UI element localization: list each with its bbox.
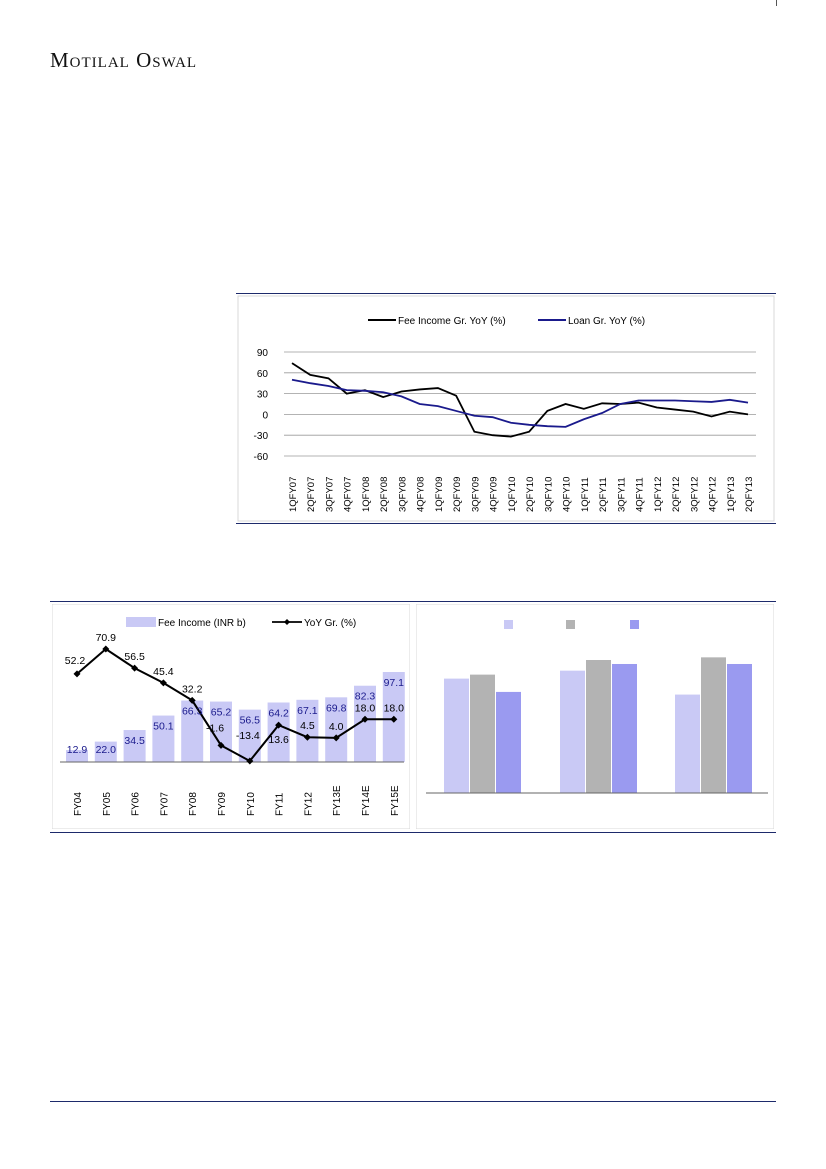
chart1-x-tick-label: 4QFY08 xyxy=(415,476,427,512)
chart1-y-tick-label: -30 xyxy=(253,431,268,443)
chart2-legend-label: Fee Income (INR b) xyxy=(158,618,246,629)
charts-row-bottom-rule xyxy=(50,832,776,833)
chart2-legend-label: YoY Gr. (%) xyxy=(304,618,357,629)
grouped-bar-chart xyxy=(416,604,774,829)
charts-row-top-rule xyxy=(50,601,776,602)
chart2-bar-value-label: 69.8 xyxy=(325,702,347,715)
chart2-growth-value-label: -1.6 xyxy=(205,722,225,735)
chart2-bar-value-label: 34.5 xyxy=(124,735,145,748)
chart2-x-tick-label: FY15E xyxy=(389,785,401,816)
chart1-x-tick-label: 2QFY10 xyxy=(525,476,537,512)
chart2-growth-value-label: 18.0 xyxy=(383,702,405,715)
chart2-x-tick-label: FY04 xyxy=(73,792,84,816)
chart2-x-tick-label: FY13E xyxy=(332,785,344,816)
chart2-x-tick-label: FY09 xyxy=(217,792,228,816)
chart2-x-tick-label: FY14E xyxy=(361,785,372,816)
chart2-growth-value-label: -13.4 xyxy=(235,730,260,742)
chart2-bar-value-label: 82.3 xyxy=(354,690,376,703)
chart2-x-tick-label: FY12 xyxy=(303,792,315,816)
chart3-legend-swatch xyxy=(504,620,513,629)
chart3-bar xyxy=(701,657,726,793)
chart1-legend-label: Loan Gr. YoY (%) xyxy=(568,316,646,327)
chart3-bar xyxy=(470,675,495,793)
chart1-y-tick-label: 0 xyxy=(262,410,268,422)
chart1-x-tick-label: 3QFY08 xyxy=(397,476,409,512)
chart1-y-tick-label: 90 xyxy=(256,348,268,359)
chart3-bar xyxy=(612,664,637,793)
chart1-x-tick-label: 1QFY13 xyxy=(725,476,737,512)
chart2-bar-value-label: 66.3 xyxy=(181,705,203,718)
chart2-bar-value-label: 50.1 xyxy=(153,720,174,733)
chart3-bar xyxy=(586,660,611,793)
chart1-legend-label: Fee Income Gr. YoY (%) xyxy=(398,316,506,327)
chart1-x-tick-label: 2QFY09 xyxy=(452,476,464,512)
chart3-bar xyxy=(444,679,469,793)
chart2-x-tick-label: FY05 xyxy=(101,792,113,816)
chart1-x-tick-label: 4QFY09 xyxy=(488,476,500,512)
chart2-bar-value-label: 64.2 xyxy=(268,707,289,720)
chart3-bar xyxy=(675,695,700,793)
brand-logo: Motilal Oswal xyxy=(50,48,198,72)
page-bottom-rule xyxy=(50,1101,776,1102)
chart1-x-tick-label: 2QFY13 xyxy=(744,476,755,512)
chart2-growth-value-label: 13.6 xyxy=(268,734,289,747)
chart1-x-tick-label: 2QFY08 xyxy=(379,476,391,512)
chart2-growth-value-label: 4.5 xyxy=(300,720,315,733)
chart2-bar-value-label: 12.9 xyxy=(66,744,88,756)
chart2-x-tick-label: FY07 xyxy=(159,792,171,816)
chart3-bar xyxy=(560,671,585,793)
chart2-growth-value-label: 32.2 xyxy=(181,683,203,696)
chart1-x-tick-label: 3QFY10 xyxy=(543,476,555,512)
chart2-growth-value-label: 56.5 xyxy=(124,651,145,664)
chart3-legend-swatch xyxy=(566,620,575,629)
chart1-bottom-rule xyxy=(236,523,776,524)
chart1-x-tick-label: 1QFY12 xyxy=(652,476,664,512)
chart1-x-tick-label: 3QFY07 xyxy=(324,476,336,512)
chart1-x-tick-label: 1QFY11 xyxy=(579,477,591,512)
chart2-x-tick-label: FY06 xyxy=(130,792,142,816)
chart1-y-tick-label: 60 xyxy=(256,368,268,380)
chart2-bar-value-label: 22.0 xyxy=(95,744,117,756)
chart1-x-tick-label: 4QFY07 xyxy=(342,476,354,512)
fee-loan-growth-line-chart xyxy=(236,294,776,523)
chart1-x-tick-label: 1QFY09 xyxy=(433,476,445,512)
chart2-bar-value-label: 65.2 xyxy=(210,706,232,719)
chart1-x-tick-label: 2QFY07 xyxy=(306,476,318,512)
chart1-x-tick-label: 3QFY11 xyxy=(616,477,628,512)
chart3-legend-swatch xyxy=(630,620,639,629)
page-top-border xyxy=(0,0,777,6)
chart1-x-tick-label: 1QFY07 xyxy=(288,476,299,512)
chart1-x-tick-label: 3QFY09 xyxy=(470,476,482,512)
chart1-x-tick-label: 2QFY11 xyxy=(598,477,610,512)
chart3-bar xyxy=(496,692,521,793)
chart2-bar-value-label: 67.1 xyxy=(297,704,318,717)
chart1-y-tick-label: -60 xyxy=(253,452,268,463)
chart2-x-tick-label: FY10 xyxy=(245,792,257,816)
chart1-x-tick-label: 4QFY12 xyxy=(707,476,719,512)
chart1-x-tick-label: 4QFY11 xyxy=(634,477,646,512)
chart2-growth-value-label: 70.9 xyxy=(95,632,117,644)
chart2-bar-value-label: 97.1 xyxy=(383,677,405,689)
fee-income-bar-line-chart xyxy=(52,604,410,829)
chart1-x-tick-label: 2QFY12 xyxy=(671,476,683,512)
chart2-growth-value-label: 52.2 xyxy=(64,654,86,667)
chart2-x-tick-label: FY11 xyxy=(274,792,286,816)
chart1-y-tick-label: 30 xyxy=(256,389,268,401)
chart2-growth-value-label: 18.0 xyxy=(354,702,376,715)
chart3-bar xyxy=(727,664,752,793)
chart1-x-tick-label: 3QFY12 xyxy=(689,476,701,512)
chart2-growth-value-label: 45.4 xyxy=(153,665,174,678)
chart2-bar-value-label: 56.5 xyxy=(239,714,261,727)
chart1-x-tick-label: 1QFY10 xyxy=(506,476,518,512)
chart2-x-tick-label: FY08 xyxy=(188,792,200,816)
chart1-x-tick-label: 1QFY08 xyxy=(360,476,372,512)
chart2-legend-swatch-bar xyxy=(126,617,156,627)
chart1-x-tick-label: 4QFY10 xyxy=(561,476,573,512)
chart2-growth-value-label: 4.0 xyxy=(328,720,344,733)
